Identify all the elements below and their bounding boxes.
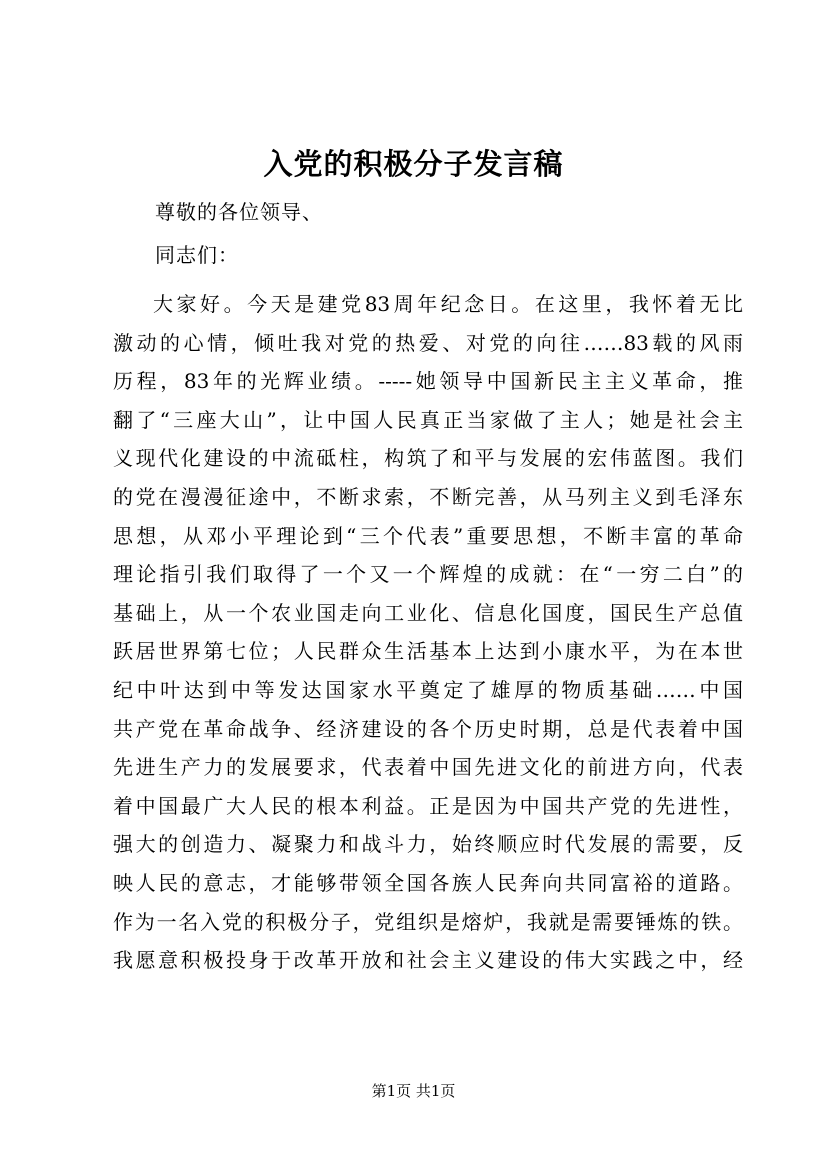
body-line: 翻了“三座大山”，让中国人民真正当家做了主人；她是社会主: [113, 407, 743, 432]
body-line: 跃居世界第七位；人民群众生活基本上达到小康水平，为在本世: [113, 639, 743, 664]
body-line: 作为一名入党的积极分子，党组织是熔炉，我就是需要锤炼的铁。: [113, 909, 743, 934]
body-line: 共产党在革命战争、经济建设的各个历史时期，总是代表着中国: [113, 716, 743, 741]
body-paragraph: [113, 285, 743, 980]
body-line: 历程，83年的光辉业绩。-----她领导中国新民主主义革命，推: [113, 369, 743, 394]
body-line: 理论指引我们取得了一个又一个辉煌的成就：在“一穷二白”的: [113, 562, 743, 587]
body-line: 义现代化建设的中流砥柱，构筑了和平与发展的宏伟蓝图。我们: [113, 446, 743, 471]
body-line: 纪中叶达到中等发达国家水平奠定了雄厚的物质基础……中国: [113, 677, 743, 702]
page-footer: 第1页 共1页: [371, 1082, 456, 1100]
body-line: 着中国最广大人民的根本利益。正是因为中国共产党的先进性，: [113, 793, 743, 818]
salutation-line: 尊敬的各位领导、: [155, 200, 323, 224]
body-line: 激动的心情，倾吐我对党的热爱、对党的向往……83载的风雨: [113, 330, 743, 355]
body-line: 基础上，从一个农业国走向工业化、信息化国度，国民生产总值: [113, 600, 743, 625]
body-line: 思想，从邓小平理论到“三个代表”重要思想，不断丰富的革命: [113, 523, 743, 548]
body-line: 我愿意积极投身于改革开放和社会主义建设的伟大实践之中，经: [113, 948, 743, 973]
body-line: 大家好。今天是建党83周年纪念日。在这里，我怀着无比: [153, 292, 743, 316]
body-line: 映人民的意志，才能够带领全国各族人民奔向共同富裕的道路。: [113, 870, 743, 895]
body-line: 的党在漫漫征途中，不断求索，不断完善，从马列主义到毛泽东: [113, 484, 743, 509]
body-line: 先进生产力的发展要求，代表着中国先进文化的前进方向，代表: [113, 755, 743, 780]
salutation-line: 同志们：: [155, 243, 239, 267]
document-title: 入党的积极分子发言稿: [263, 147, 564, 181]
body-line: 强大的创造力、凝聚力和战斗力，始终顺应时代发展的需要，反: [113, 832, 743, 857]
